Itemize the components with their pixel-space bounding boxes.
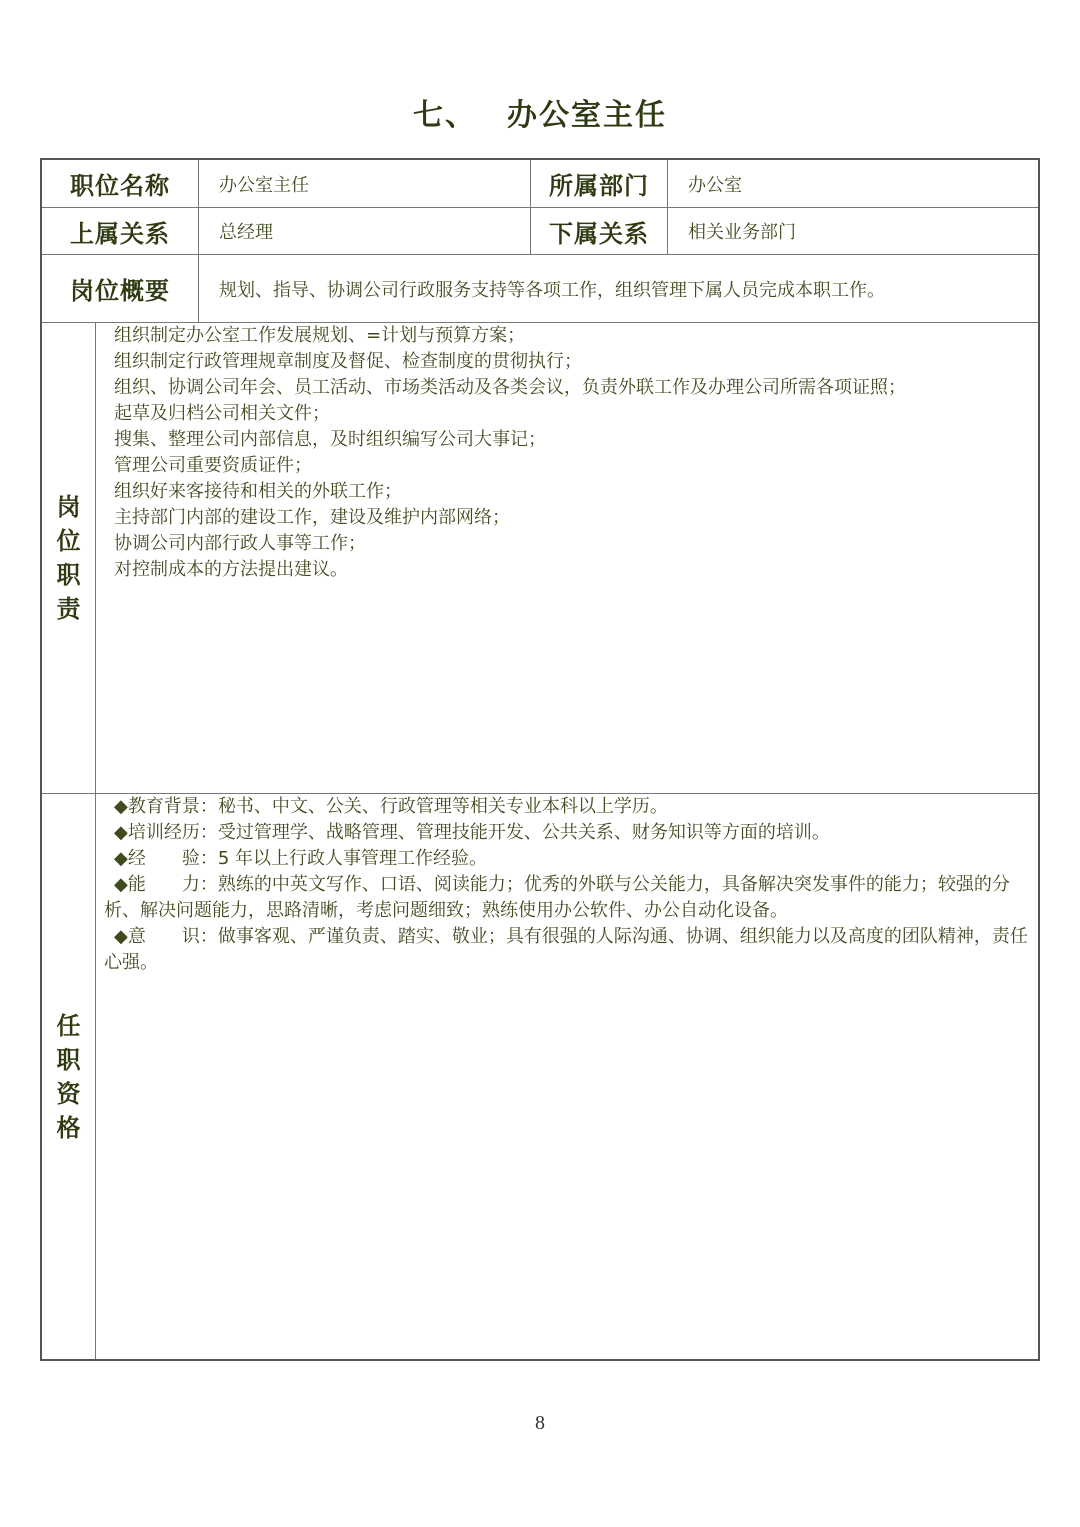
duty-item: 主持部门内部的建设工作，建设及维护内部网络； bbox=[114, 507, 510, 528]
superior-value: 总经理 bbox=[219, 222, 273, 243]
duties-label: 岗 位 职 责 bbox=[56, 493, 81, 623]
department-value: 办公室 bbox=[688, 174, 742, 196]
page-title bbox=[0, 90, 1080, 134]
duty-item: 管理公司重要资质证件； bbox=[114, 455, 312, 476]
duty-item: 组织制定行政管理规章制度及督促、检查制度的贯彻执行； bbox=[114, 351, 582, 372]
duty-item: 组织制定办公室工作发展规划、=计划与预算方案； bbox=[114, 325, 526, 346]
duty-item: 对控制成本的方法提出建议。 bbox=[114, 559, 348, 580]
qualification-ability: ◆能 力：熟练的中英文写作、口语、阅读能力；优秀的外联与公关能力，具备解决突发事件的能力；较强的分析、解决问题能力，思路清晰，考虑问题细致；熟练使用办公软件、办公自动化设备。 bbox=[104, 874, 1010, 921]
duties-list bbox=[96, 323, 1038, 793]
duty-item: 组织好来客接待和相关的外联工作； bbox=[114, 481, 402, 502]
duty-item: 组织、协调公司年会、员工活动、市场类活动及各类会议，负责外联工作及办理公司所需各项证照； bbox=[114, 377, 906, 398]
summary-label: 岗位概要 bbox=[70, 277, 170, 305]
job-description-table bbox=[40, 158, 1040, 1361]
subordinate-label: 下属关系 bbox=[549, 219, 649, 248]
section-number: 七、 bbox=[413, 98, 477, 133]
qualification-training: ◆培训经历：受过管理学、战略管理、管理技能开发、公共关系、财务知识等方面的培训。 bbox=[114, 822, 830, 843]
page-number: 8 bbox=[535, 1412, 545, 1434]
department-label: 所属部门 bbox=[549, 172, 649, 200]
duty-item: 搜集、整理公司内部信息，及时组织编写公司大事记； bbox=[114, 429, 546, 450]
section-title: 办公室主任 bbox=[507, 98, 667, 133]
position-name-value: 办公室主任 bbox=[219, 174, 309, 196]
duty-item: 协调公司内部行政人事等工作； bbox=[114, 533, 366, 554]
qualifications-label: 任 职 资 格 bbox=[56, 1011, 81, 1142]
summary-value: 规划、指导、协调公司行政服务支持等各项工作，组织管理下属人员完成本职工作。 bbox=[219, 279, 885, 301]
superior-label: 上属关系 bbox=[70, 219, 170, 248]
duty-item: 起草及归档公司相关文件； bbox=[114, 403, 330, 424]
qualification-experience: ◆经 验：5 年以上行政人事管理工作经验。 bbox=[114, 848, 488, 869]
subordinate-value: 相关业务部门 bbox=[688, 222, 796, 243]
qualification-education: ◆教育背景：秘书、中文、公关、行政管理等相关专业本科以上学历。 bbox=[114, 796, 668, 817]
qualification-awareness: ◆意 识：做事客观、严谨负责、踏实、敬业；具有很强的人际沟通、协调、组织能力以及高度的团队精神，责任心强。 bbox=[104, 926, 1028, 973]
qualifications-list bbox=[96, 794, 1038, 1359]
position-name-label: 职位名称 bbox=[70, 172, 170, 200]
